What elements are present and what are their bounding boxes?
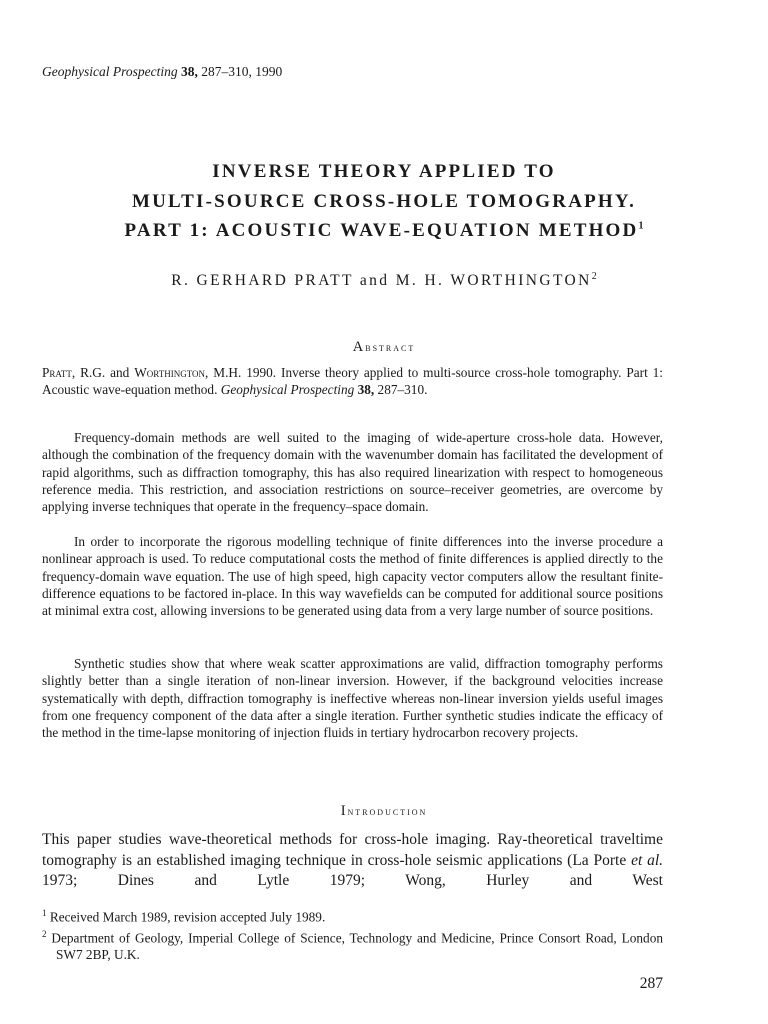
journal-name: Geophysical Prospecting [42,64,178,79]
introduction-et-al: et al. [631,851,664,869]
footnote-text: Department of Geology, Imperial College of Science, Technology and Medicine, Prince Consort Road, London SW7 2BP, U.K. [51,930,663,962]
journal-pages-year: 287–310, 1990 [201,64,283,79]
footnote-mark: 2 [42,928,47,939]
author-list [0,272,768,290]
introduction-text-part-2: 1973; Dines and Lytle 1979; Wong, Hurley and West [42,872,663,889]
footnote [42,905,663,926]
citation-journal: Geophysical Prospecting [220,382,355,398]
citation-pages: 287–310. [374,382,428,398]
author-names: R. GERHARD PRATT and M. H. WORTHINGTON [171,272,592,289]
footnotes [42,905,663,963]
title-line-3-text: PART 1: ACOUSTIC WAVE-EQUATION METHOD [124,220,639,241]
citation-author-2: Worthington [134,365,206,380]
abstract-paragraph: Synthetic studies show that where weak scatter approximations are valid, diffraction tomography performs slightly better than a single iteration of non-linear inversion. However, if the background velocities increase systematically with depth, diffraction tomography is ineffective whereas non-linear inversion yields useful images from one frequency component of the data after a single iteration. Further synthetic studies indicate the efficacy of the method in the time-lapse monitoring of injection fluids in tertiary hydrocarbon recovery projects. [42,656,663,741]
title-line-1: INVERSE THEORY APPLIED TO [212,161,556,182]
introduction-heading [0,803,768,820]
title-line-3 [0,216,768,246]
footnote-text: Received March 1989, revision accepted July 1989. [49,909,326,925]
footnote-mark: 1 [42,908,47,918]
journal-citation-header [42,64,282,80]
abstract-heading-cap: A [352,339,366,355]
introduction-heading-rest: ntroduction [347,804,428,818]
paper-title [0,157,768,246]
footnote [42,926,663,963]
author-footnote-mark: 2 [591,270,597,282]
citation-rest: , M.H. 1990. Inverse theory applied to multi-source cross-hole tomography. Part 1: Acoustic wave-equation method. [42,365,663,398]
introduction-text-part-1: This paper studies wave-theoretical methods for cross-hole imaging. Ray-theoretical traveltime tomography is an established imaging technique in cross-hole seismic applications (La Porte [42,831,663,869]
title-footnote-mark: 1 [638,220,644,232]
citation-author-1-initials: , R.G. and [71,365,135,380]
abstract-paragraph: Frequency-domain methods are well suited to the imaging of wide-aperture cross-hole data. However, although the combination of the frequency domain with the wavenumber domain has facilitated the development of rapid algorithms, such as diffraction tomography, this has also required linearization with respect to homogeneous reference media. This restriction, and association restrictions on source–receiver geometries, are overcome by applying inverse techniques that operate in the frequency–space domain. [42,430,663,515]
abstract-paragraph: In order to incorporate the rigorous modelling technique of finite differences into the inverse procedure a nonlinear approach is used. To reduce computational costs the method of finite differences is applied directly to the frequency-domain wave equation. The use of high speed, high capacity vector computers allow the resultant finite-difference equations to be factored in-place. In this way wavefields can be computed for additional source positions at minimal extra cost, allowing inversions to be generated using data from a very large number of source positions. [42,534,663,619]
introduction-paragraph [42,830,663,892]
abstract-heading [0,339,768,356]
citation-author-1: Pratt [42,365,72,380]
abstract-heading-rest: bstract [365,340,416,354]
abstract-citation [42,364,663,399]
journal-volume: 38, [180,64,198,79]
title-line-2: MULTI-SOURCE CROSS-HOLE TOMOGRAPHY. [131,190,637,212]
citation-volume: 38, [354,382,375,398]
page-number: 287 [639,975,663,992]
introduction-heading-cap: I [340,803,348,819]
